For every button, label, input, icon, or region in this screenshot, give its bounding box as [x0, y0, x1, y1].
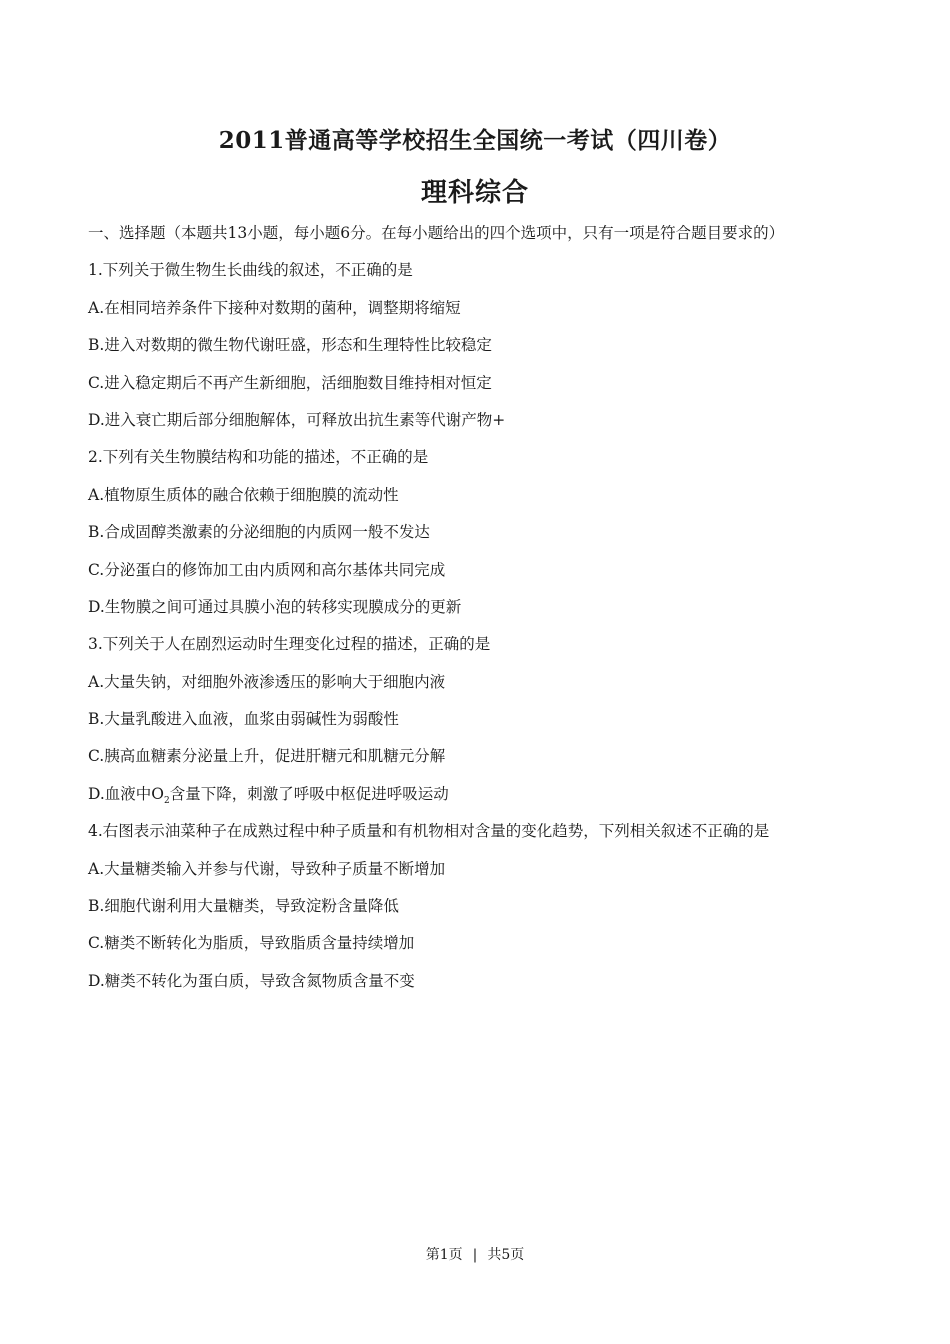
document-subtitle: 理科综合	[420, 178, 529, 208]
question-4-option-c: C.糖类不断转化为脂质，导致脂质含量持续增加	[88, 934, 415, 953]
question-list	[88, 222, 908, 1007]
question-4-option-d: D.糖类不转化为蛋白质，导致含氮物质含量不变	[88, 971, 415, 990]
question-1-option-a: A.在相同培养条件下接种对数期的菌种，调整期将缩短	[88, 298, 461, 317]
question-3-option-d	[88, 783, 908, 820]
page-current: 第1页	[425, 1247, 463, 1263]
question-2-option-a: A.植物原生质体的融合依赖于细胞膜的流动性	[88, 485, 399, 504]
question-2-option-d: D.生物膜之间可通过具膜小泡的转移实现膜成分的更新	[88, 597, 462, 616]
document-title: 2011普通高等学校招生全国统一考试（四川卷）	[218, 127, 732, 154]
question-3-option-d-prefix: D.血液中O	[88, 784, 165, 803]
question-2-stem: 2.下列有关生物膜结构和功能的描述，不正确的是	[88, 448, 429, 467]
page-total: 共5页	[487, 1247, 525, 1263]
question-1-option-b: B.进入对数期的微生物代谢旺盛，形态和生理特性比较稳定	[88, 336, 492, 355]
section-header: 一、选择题（本题共13小题，每小题6分。在每小题给出的四个选项中，只有一项是符合题目要求的）	[88, 224, 785, 242]
question-1-option-d: D.进入衰亡期后部分细胞解体，可释放出抗生素等代谢产物+	[88, 410, 506, 429]
question-3-option-d-suffix: 含量下降，刺激了呼吸中枢促进呼吸运动	[169, 784, 449, 803]
question-2-option-b: B.合成固醇类激素的分泌细胞的内质网一般不发达	[88, 523, 430, 542]
page-separator: |	[472, 1247, 478, 1263]
question-3-option-c: C.胰高血糖素分泌量上升，促进肝糖元和肌糖元分解	[88, 747, 446, 766]
page-footer	[0, 1244, 950, 1264]
question-3-stem: 3.下列关于人在剧烈运动时生理变化过程的描述，正确的是	[88, 635, 491, 654]
question-4-stem: 4.右图表示油菜种子在成熟过程中种子质量和有机物相对含量的变化趋势，下列相关叙述不正确的是	[88, 822, 770, 841]
oxygen-subscript: 2	[164, 795, 170, 806]
question-4-option-a: A.大量糖类输入并参与代谢，导致种子质量不断增加	[88, 859, 446, 878]
question-2-option-c: C.分泌蛋白的修饰加工由内质网和高尔基体共同完成	[88, 560, 446, 579]
question-1-option-c: C.进入稳定期后不再产生新细胞，活细胞数目维持相对恒定	[88, 373, 492, 392]
question-1-stem: 1.下列关于微生物生长曲线的叙述，不正确的是	[88, 261, 413, 280]
question-4-option-b: B.细胞代谢利用大量糖类，导致淀粉含量降低	[88, 897, 399, 916]
question-3-option-b: B.大量乳酸进入血液，血浆由弱碱性为弱酸性	[88, 710, 399, 729]
question-3-option-a: A.大量失钠，对细胞外液渗透压的影响大于细胞内液	[88, 672, 446, 691]
